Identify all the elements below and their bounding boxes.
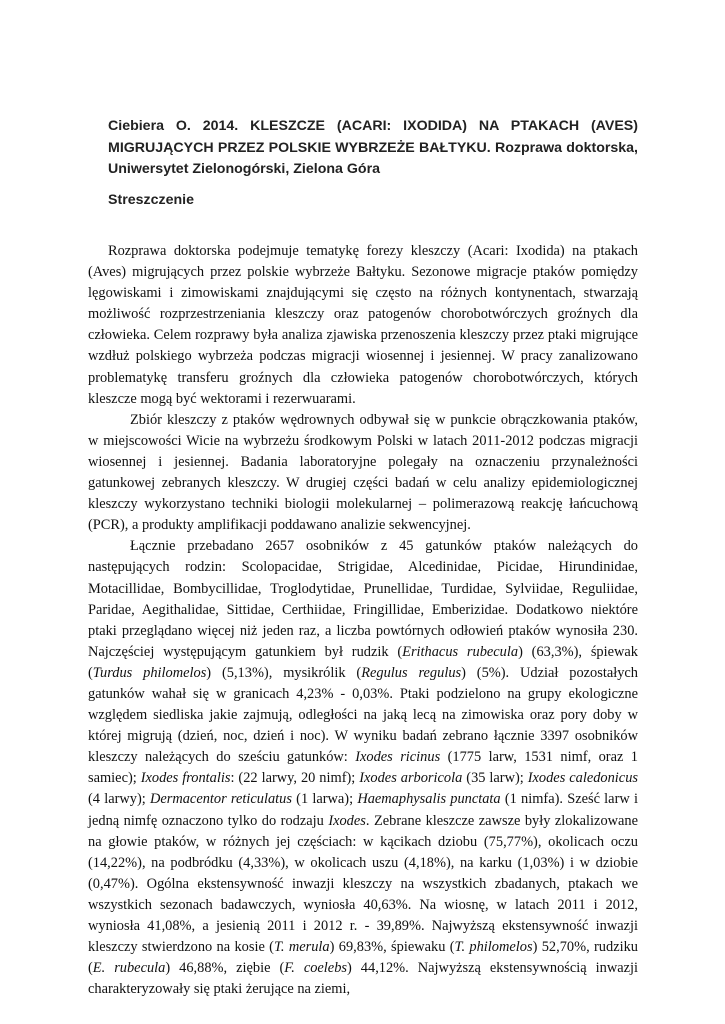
paragraph-1: Rozprawa doktorska podejmuje tematykę forezy kleszczy (Acari: Ixodida) na ptakach (Aves) migrujących przez polskie wybrzeże Bałtyku. Sezonowe migracje ptaków pomiędzy lęgowiskami i zimowiskami znajdującymi się często na różnych kontynentach, stwarzają możliwość rozprzestrzeniania kleszczy oraz patogenów chorobotwórczych groźnych dla człowieka. Celem rozprawy była analiza zjawiska przenoszenia kleszczy przez ptaki migrujące wzdłuż polskiego wybrzeża podczas migracji wiosennej i jesiennej. W pracy zanalizowano problematykę transferu groźnych dla człowieka patogenów chorobotwórczych, których kleszcze mogą być wektorami i rezerwuarami. bbox=[88, 243, 638, 407]
species-name: Ixodes caledonicus bbox=[527, 770, 638, 787]
text-segment: ) 52,70%, rudziku ( bbox=[88, 939, 638, 977]
text-segment: ) (5%). Udział pozostałych gatunków wahał się w granicach 4,23% - 0,03%. Ptaki podzielono na grupy ekologiczne względem siedliska jakie zajmują, odległości na jaką lecą na zimowiska oraz pory doby w której migrują (dzień, noc, dzień i noc). W wyniku badań zebrano łącznie 3397 osobników kleszczy należących do sześciu gatunków: bbox=[88, 664, 639, 766]
text-segment: : (22 larwy, 20 nimf); bbox=[230, 770, 360, 787]
citation: Ciebiera O. 2014. KLESZCZE (ACARI: IXODIDA) NA PTAKACH (AVES) MIGRUJĄCYCH PRZEZ POLSKIE WYBRZEŻE BAŁTYKU. Rozprawa doktorska, Uniwersytet Zielonogórski, Zielona Góra bbox=[108, 118, 638, 177]
species-name: F. coelebs bbox=[284, 960, 347, 977]
text-segment: (35 larw); bbox=[462, 770, 528, 787]
species-name: Ixodes arboricola bbox=[359, 770, 463, 787]
text-segment: (1 larwa); bbox=[291, 791, 358, 808]
species-name: Turdus philomelos bbox=[92, 664, 207, 681]
species-name: Ixodes ricinus bbox=[355, 749, 441, 766]
text-segment: ) 46,88%, ziębie ( bbox=[165, 960, 285, 977]
text-segment: (1 nimfa). Sześć larw i jedną nimfę oznaczono tylko do rodzaju bbox=[88, 791, 638, 829]
abstract-body bbox=[88, 241, 638, 1000]
species-name: Haemaphysalis punctata bbox=[357, 791, 501, 808]
text-segment: ) (63,3%), śpiewak ( bbox=[88, 643, 638, 681]
text-segment: ) (5,13%), mysikrólik ( bbox=[206, 664, 362, 681]
species-name: T. philomelos bbox=[454, 939, 533, 956]
text-segment: Łącznie przebadano 2657 osobników z 45 gatunków ptaków należących do następujących rodzin: Scolopacidae, Strigidae, Alcedinidae, Picidae, Hirundinidae, Motacillidae, Bombycillidae, Troglodytidae, Prunellidae, Turdidae, Sylviidae, Reguliidae, Paridae, Aegithalidae, Sittidae, Certhiidae, Fringillidae, Emberizidae. Dodatkowo niektóre ptaki przeglądano więcej niż jeden raz, a liczba powtórnych odłowień ptaków wynosiła 230. Najczęściej występującym gatunkiem był rudzik ( bbox=[88, 538, 638, 660]
text-segment: ) 69,83%, śpiewaku ( bbox=[329, 939, 455, 956]
paragraph-2: Zbiór kleszczy z ptaków wędrownych odbywał się w punkcie obrączkowania ptaków, w miejscowości Wicie na wybrzeżu środkowym Polski w latach 2011-2012 podczas migracji wiosennej i jesiennej. Badania laboratoryjne polegały na oznaczeniu przynależności gatunkowej zebranych kleszczy. W drugiej części badań w celu analizy epidemiologicznej kleszczy wykorzystano techniki biologii molekularnej – polimerazową reakcję łańcuchową (PCR), a produkty amplifikacji poddawano analizie sekwencyjnej. bbox=[88, 411, 638, 534]
species-name: Ixodes frontalis bbox=[140, 770, 231, 787]
paragraph-3 bbox=[88, 536, 638, 1000]
species-name: T. merula bbox=[273, 939, 330, 956]
genus-name: Ixodes bbox=[328, 812, 366, 829]
section-heading: Streszczenie bbox=[108, 192, 194, 208]
species-name: E. rubecula bbox=[92, 960, 166, 977]
species-name: Erithacus rubecula bbox=[402, 643, 519, 660]
species-name: Regulus regulus bbox=[361, 664, 462, 681]
species-name: Dermacentor reticulatus bbox=[149, 791, 292, 808]
text-segment: (4 larwy); bbox=[88, 791, 150, 808]
text-segment: (1775 larw, 1531 nimf, oraz 1 samiec); bbox=[88, 749, 638, 787]
text-segment: . Zebrane kleszcze zawsze były zlokalizowane na głowie ptaków, w różnych jej częściach: w kącikach dziobu (75,77%), okolicach oczu (14,22%), na podbródku (4,33%), w okolicach uszu (4,18%), na karku (1,03%) i w dziobie (0,47%). Ogólna ekstensywność inwazji kleszczy na wszystkich zbadanych, ptakach we wszystkich sezonach badawczych, wyniosła 40,63%. Na wiosnę, w latach 2011 i 2012, wyniosła 41,08%, a jesienią 2011 i 2012 r. - 39,89%. Najwyższą ekstensywność inwazji kleszczy stwierdzono na kosie ( bbox=[88, 812, 639, 956]
text-segment: ) 44,12%. Najwyższą ekstensywnością inwazji charakteryzowały się ptaki żerujące na ziemi, bbox=[88, 960, 638, 998]
